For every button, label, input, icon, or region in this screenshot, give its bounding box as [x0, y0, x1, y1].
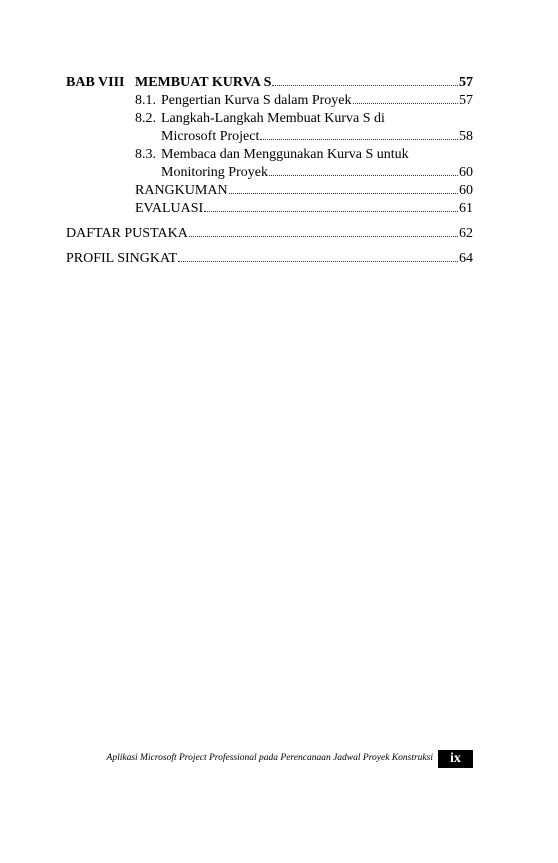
dot-leader: [204, 211, 458, 212]
toc-entry-8-1[interactable]: [161, 92, 473, 110]
entry-title: RANGKUMAN: [135, 183, 228, 198]
toc-entry-profil-singkat[interactable]: [66, 250, 473, 268]
dot-leader: [269, 175, 458, 176]
dot-leader: [353, 103, 458, 104]
chapter-title: MEMBUAT KURVA S: [135, 75, 272, 90]
page-number-badge: ix: [438, 750, 473, 768]
entry-page: 58: [459, 129, 473, 144]
entry-number: 8.1.: [135, 93, 156, 108]
toc-entry-evaluasi[interactable]: [135, 200, 473, 218]
footer-book-title: Aplikasi Microsoft Project Professional pada Perencanaan Jadwal Proyek Konstruksi: [106, 753, 433, 763]
entry-title: Pengertian Kurva S dalam Proyek: [161, 93, 352, 108]
dot-leader: [272, 85, 458, 86]
entry-page: 64: [459, 251, 473, 266]
entry-number: 8.3.: [135, 147, 156, 162]
entry-page: 60: [459, 165, 473, 180]
toc-entry-8-2[interactable]: [161, 128, 473, 146]
dot-leader: [189, 236, 458, 237]
entry-title-line: Langkah-Langkah Membuat Kurva S di: [161, 111, 385, 126]
entry-page: 60: [459, 183, 473, 198]
dot-leader: [178, 261, 458, 262]
entry-title: Monitoring Proyek: [161, 165, 268, 180]
entry-page: 61: [459, 201, 473, 216]
toc-entry-8-3[interactable]: [161, 164, 473, 182]
entry-title: Microsoft Project: [161, 129, 260, 144]
entry-title: EVALUASI: [135, 201, 204, 216]
entry-page: 57: [459, 93, 473, 108]
toc-entry-daftar-pustaka[interactable]: [66, 225, 473, 243]
entry-page: 62: [459, 226, 473, 241]
entry-number: 8.2.: [135, 111, 156, 126]
toc-entry-rangkuman[interactable]: [135, 182, 473, 200]
entry-title-line: Membaca dan Menggunakan Kurva S untuk: [161, 147, 409, 162]
entry-title: PROFIL SINGKAT: [66, 251, 178, 266]
dot-leader: [260, 139, 458, 140]
chapter-page: 57: [459, 75, 473, 90]
chapter-label: BAB VIII: [66, 75, 125, 90]
toc-chapter-row[interactable]: [135, 74, 473, 92]
dot-leader: [229, 193, 458, 194]
entry-title: DAFTAR PUSTAKA: [66, 226, 188, 241]
